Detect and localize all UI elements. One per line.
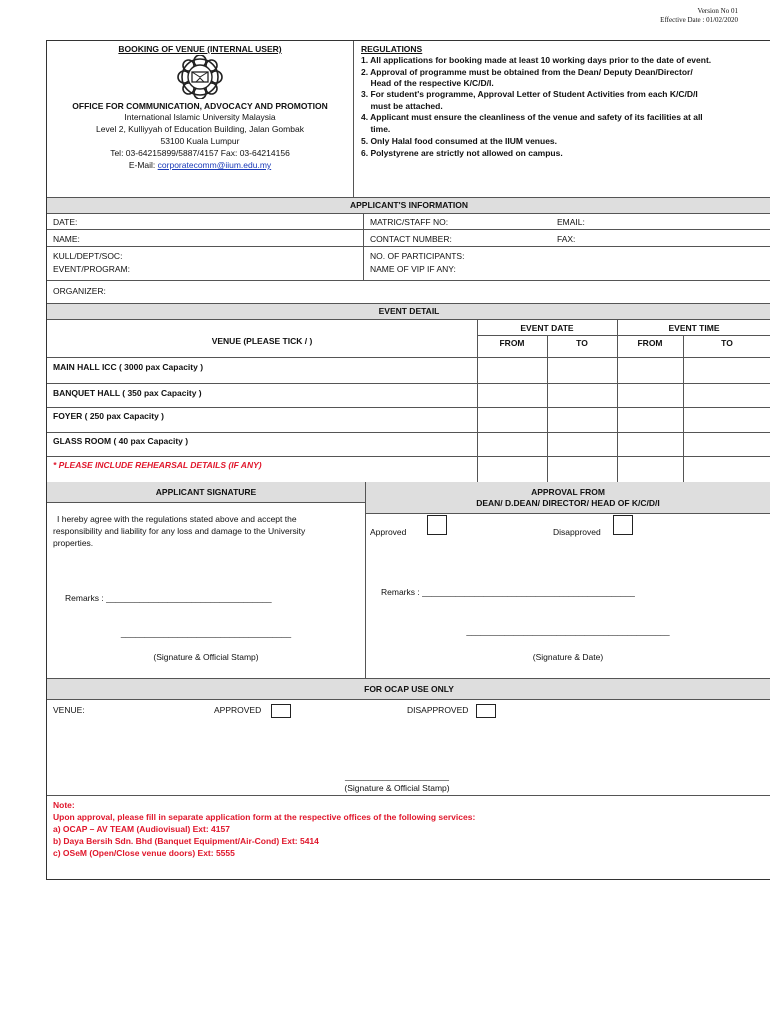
ocap-approved-label: APPROVED [214,705,262,715]
applicant-signature-title: APPLICANT SIGNATURE [155,487,257,497]
form-title: BOOKING OF VENUE (INTERNAL USER) [118,44,282,54]
email-line [47,160,353,171]
rule [47,280,770,281]
header-divider [353,41,354,197]
rule [365,513,770,514]
note-item-av-team: a) OCAP – AV TEAM (Audiovisual) Ext: 4157 [53,824,230,834]
column-divider [365,482,366,678]
rule [47,246,770,247]
note-intro: Upon approval, please fill in separate application form at the respective offices of the following services: [53,812,476,822]
address-line-2: 53100 Kuala Lumpur [160,136,240,146]
effective-date: Effective Date : 01/02/2020 [660,16,738,24]
ocap-title: FOR OCAP USE ONLY [364,684,454,694]
event-time-header: EVENT TIME [668,323,720,333]
applicant-section-title: APPLICANT'S INFORMATION [349,200,469,210]
version-number: Version No 01 [697,7,738,15]
ocap-signature-label: (Signature & Official Stamp) [344,783,450,793]
organizer-label: ORGANIZER: [53,286,106,296]
version-info [660,7,738,25]
regulation-line: time. [361,124,391,134]
time-to-header: TO [721,338,733,348]
venue-banquet-hall: BANQUET HALL ( 350 pax Capacity ) [53,388,202,398]
ocap-approved-checkbox[interactable] [271,704,291,718]
event-date-header: EVENT DATE [520,323,574,333]
rule [47,303,770,304]
approval-title-1: APPROVAL FROM [531,487,605,497]
rule [47,699,770,700]
date-to-header: TO [576,338,588,348]
note-title: Note: [53,800,75,810]
applicant-signature-label: (Signature & Official Stamp) [153,652,259,662]
fax-label: FAX: [557,234,576,244]
event-label: EVENT/PROGRAM: [53,264,130,274]
rule [47,213,770,214]
disapproved-checkbox[interactable] [613,515,633,535]
rule [47,383,770,384]
name-label: NAME: [53,234,80,244]
office-email-link[interactable]: corporatecomm@iium.edu.my [157,160,272,170]
venue-main-hall: MAIN HALL ICC ( 3000 pax Capacity ) [53,362,204,372]
rule [47,456,770,457]
address-line-1: Level 2, Kulliyyah of Education Building, Jalan Gombak [96,124,304,134]
university-name: International Islamic University Malaysia [124,112,276,122]
regulation-line: 1. All applications for booking made at least 10 working days prior to the date of event. [361,55,712,65]
approver-signature-label: (Signature & Date) [532,652,604,662]
regulation-line: 2. Approval of programme must be obtained from the Dean/ Deputy Dean/Director/ [361,67,693,77]
regulations-title: REGULATIONS [361,44,423,54]
email-label: E-Mail: [128,160,158,170]
agreement-line-2: responsibility and liability for any loss and damage to the University [53,526,306,536]
note-item-daya-bersih: b) Daya Bersih Sdn. Bhd (Banquet Equipment/Air-Cond) Ext: 5414 [53,836,319,846]
ocap-signature-line: ______________________ [344,771,449,781]
rule [477,335,770,336]
regulation-line: 5. Only Halal food consumed at the IIUM venues. [361,136,558,146]
applicant-remarks[interactable]: Remarks : ___________________________________ [65,593,272,603]
regulation-line: 4. Applicant must ensure the cleanliness of the venue and safety of its facilities at all [361,112,703,122]
note-item-osem: c) OSeM (Open/Close venue doors) Ext: 5555 [53,848,235,858]
ocap-disapproved-checkbox[interactable] [476,704,496,718]
vip-label: NAME OF VIP IF ANY: [370,264,456,274]
regulation-line: Head of the respective K/C/D/I. [361,78,494,88]
contact-label: CONTACT NUMBER: [370,234,452,244]
regulation-line: must be attached. [361,101,443,111]
kull-label: KULL/DEPT/SOC: [53,251,123,261]
time-from-header: FROM [637,338,663,348]
agreement-line-1: I hereby agree with the regulations stated above and accept the [57,514,297,524]
date-from-header: FROM [499,338,525,348]
rule [47,319,770,320]
approver-remarks[interactable]: Remarks : _____________________________________________ [381,587,635,597]
ocap-venue-label: VENUE: [53,705,85,715]
agreement-line-3: properties. [53,538,94,548]
rule [47,357,770,358]
disapproved-label: Disapproved [553,527,601,537]
rule [47,502,365,503]
approved-label: Approved [370,527,407,537]
venue-foyer: FOYER ( 250 pax Capacity ) [53,411,165,421]
tel-fax: Tel: 03-64215899/5887/4157 Fax: 03-64214156 [110,148,290,158]
approval-title-2: DEAN/ D.DEAN/ DIRECTOR/ HEAD OF K/C/D/I [476,498,660,508]
booking-form [46,40,770,880]
venue-glass-room: GLASS ROOM ( 40 pax Capacity ) [53,436,189,446]
ocap-disapproved-label: DISAPPROVED [407,705,469,715]
participants-label: NO. OF PARTICIPANTS: [370,251,465,261]
rule [47,432,770,433]
date-label: DATE: [53,217,78,227]
email-field-label: EMAIL: [557,217,585,227]
venue-header: VENUE (PLEASE TICK / ) [211,336,313,346]
rule [47,197,770,198]
iium-logo-icon [177,55,223,99]
approved-checkbox[interactable] [427,515,447,535]
matric-label: MATRIC/STAFF NO: [370,217,449,227]
rule [47,229,770,230]
rule [47,678,770,679]
approver-signature-line: ___________________________________________ [466,626,670,636]
office-name: OFFICE FOR COMMUNICATION, ADVOCACY AND PROMOTION [72,101,328,111]
applicant-signature-line: ____________________________________ [120,628,292,638]
regulation-line: 3. For student's programme, Approval Letter of Student Activities from each K/C/D/I [361,89,698,99]
rule [47,795,770,796]
event-detail-title: EVENT DETAIL [378,306,440,316]
regulation-line: 6. Polystyrene are strictly not allowed on campus. [361,148,563,158]
rule [47,407,770,408]
rehearsal-note: * PLEASE INCLUDE REHEARSAL DETAILS (IF ANY) [53,460,262,470]
